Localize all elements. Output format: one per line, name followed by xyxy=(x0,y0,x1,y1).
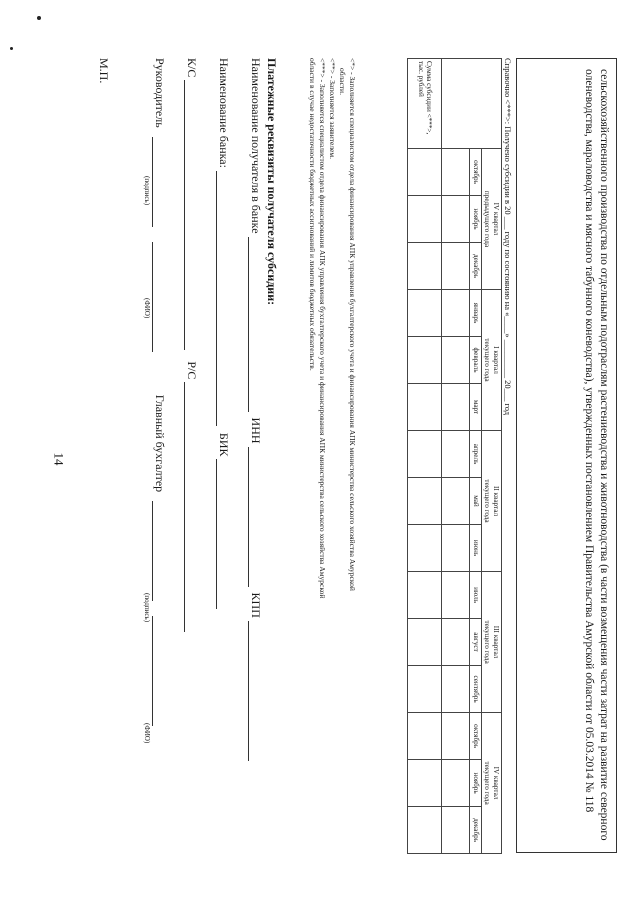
accountant-fio-hint: (ФИО) xyxy=(143,723,151,744)
rs-label: Р/С xyxy=(185,361,199,380)
footnote-3-continued: области в случае недостаточности бюджетных ассигнований и лимитов бюджетных обязательств. xyxy=(308,58,317,371)
reference-line: Справочно <***>: Получено субсидии в 20 ___ году по состоянию на «____» _________ 20___ год xyxy=(503,58,513,416)
bank-name-label: Наименование банка: xyxy=(217,58,231,168)
landscape-content xyxy=(77,58,617,853)
table-empty-row xyxy=(442,59,470,854)
scan-speck xyxy=(37,16,41,20)
table-row-subsidy-amount xyxy=(408,59,442,854)
bik-field[interactable] xyxy=(216,459,228,609)
month-header: ноябрь xyxy=(470,760,482,807)
recipient-bank-label: Наименование получателя в банке xyxy=(249,58,263,234)
requisites-title: Платежные реквизиты получателя субсидии: xyxy=(265,58,279,306)
accountant-signature-field[interactable] xyxy=(152,501,164,601)
page-number: 14 xyxy=(51,452,67,466)
month-header: январь xyxy=(470,290,482,337)
month-header: октябрь xyxy=(470,149,482,196)
inn-field[interactable] xyxy=(248,447,260,587)
kpp-label: КПП xyxy=(249,592,263,618)
month-header: декабрь xyxy=(470,243,482,290)
month-header: март xyxy=(470,384,482,431)
recipient-bank-field[interactable] xyxy=(248,237,260,412)
quarter-header: III квартал текущего года xyxy=(482,572,502,713)
month-header: октябрь xyxy=(470,713,482,760)
footnote-3: <***> - Заполняется специалистом отдела финансирования АПК управления бухгалтерского учета и финансирования АПК министерства сельского хозяйства Амурской xyxy=(318,58,327,599)
table-header-row-months xyxy=(470,59,482,854)
header-box xyxy=(516,58,617,853)
head-signature-hint: (подпись) xyxy=(143,176,151,206)
quarter-header: IV квартал предыдущего года xyxy=(482,149,502,290)
ks-label: К/С xyxy=(185,58,199,78)
month-header: май xyxy=(470,478,482,525)
head-fio-field[interactable] xyxy=(152,242,164,352)
rs-field[interactable] xyxy=(184,382,196,632)
head-fio-hint: (ФИО) xyxy=(143,298,151,319)
footnotes xyxy=(307,58,357,853)
footnote-2: <**> - Заполняется заявителем. xyxy=(328,58,337,160)
quarter-header: IV квартал текущего года xyxy=(482,713,502,854)
month-header: декабрь xyxy=(470,807,482,854)
month-header: июль xyxy=(470,572,482,619)
footnote-1: <*> - Заполняется специалистом отдела финансирования АПК управления бухгалтерского учета и финансирования АПК министерства сельского хозяйства Амурской xyxy=(348,58,357,591)
table-header-row-quarters xyxy=(482,59,502,854)
scan-speck xyxy=(10,47,13,50)
head-label: Руководитель xyxy=(153,58,167,128)
month-header: ноябрь xyxy=(470,196,482,243)
month-header: июнь xyxy=(470,525,482,572)
row-label: Сумма субсидии <***>, тыс. рублей xyxy=(408,59,442,149)
inn-label: ИНН xyxy=(249,417,263,444)
month-header: апрель xyxy=(470,431,482,478)
bank-name-field[interactable] xyxy=(216,171,228,426)
quarter-header: II квартал текущего года xyxy=(482,431,502,572)
month-header: февраль xyxy=(470,337,482,384)
accountant-signature-hint: (подпись) xyxy=(143,593,151,623)
month-header: август xyxy=(470,619,482,666)
accountant-fio-field[interactable] xyxy=(152,616,164,726)
kpp-field[interactable] xyxy=(248,621,260,761)
head-signature-field[interactable] xyxy=(152,137,164,227)
ks-field[interactable] xyxy=(184,80,196,350)
month-header: сентябрь xyxy=(470,666,482,713)
header-text: сельскохозяйственного производства по отдельным подотраслям растениеводства и животноводства (в части возмещения части затрат на развитие северного оленеводства, мараловодства и мясного табунного коневодства), утвержденных постановлением Правительства Амурской области от 05.03.2014 № 118 xyxy=(583,69,610,841)
bik-label: БИК xyxy=(217,432,231,457)
chief-accountant-label: Главный бухгалтер xyxy=(153,394,167,493)
stamp-label: М.П. xyxy=(97,58,111,84)
quarter-header: I квартал текущего года xyxy=(482,290,502,431)
subsidy-table xyxy=(408,58,503,854)
table-corner-cell xyxy=(442,59,502,149)
footnote-1-continued: области. xyxy=(338,68,347,95)
